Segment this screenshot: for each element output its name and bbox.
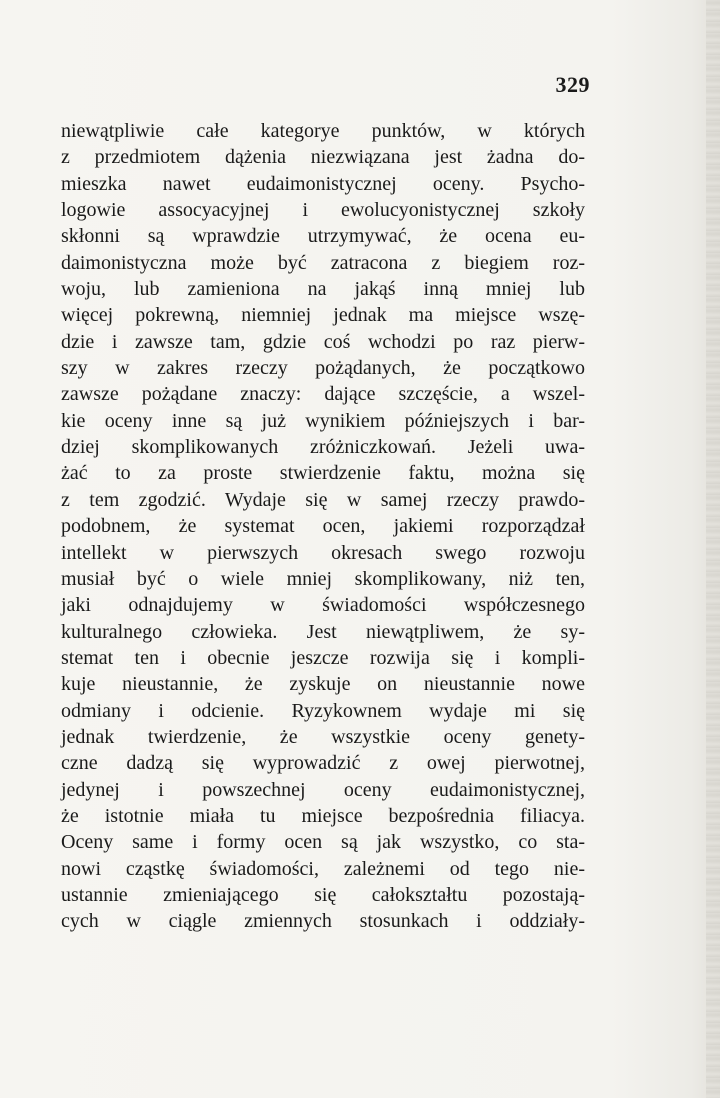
text-line: woju, lub zamieniona na jakąś inną mniej lub (61, 278, 585, 301)
text-line: stemat ten i obecnie jeszcze rozwija się i kompli- (61, 646, 585, 669)
text-line: że istotnie miała tu miejsce bezpośrednia filiacya. (61, 804, 585, 827)
text-line: z przedmiotem dążenia niezwiązana jest żadna do- (61, 146, 585, 169)
text-line: podobnem, że systemat ocen, jakiemi rozporządzał (61, 515, 585, 538)
text-line: z tem zgodzić. Wydaje się w samej rzeczy prawdo- (61, 488, 585, 511)
text-line: intellekt w pierwszych okresach swego rozwoju (61, 541, 585, 564)
text-line: kulturalnego człowieka. Jest niewątpliwem, że sy- (61, 620, 585, 643)
text-line: niewątpliwie całe kategorye punktów, w których (61, 120, 585, 142)
text-line: zawsze pożądane znaczy: dające szczęście, a wszel- (61, 383, 585, 406)
text-line: kie oceny inne są już wynikiem późniejszych i bar- (61, 409, 585, 432)
text-line: żać to za proste stwierdzenie faktu, można się (61, 462, 585, 485)
text-line: logowie assocyacyjnej i ewolucyonistycznej szkoły (61, 199, 585, 222)
text-line: więcej pokrewną, niemniej jednak ma miejsce wszę- (61, 304, 585, 327)
text-line: nowi cząstkę świadomości, zależnemi od tego nie- (61, 857, 585, 880)
text-line: mieszka nawet eudaimonistycznej oceny. Psycho- (61, 172, 585, 195)
text-line: jedynej i powszechnej oceny eudaimonistycznej, (61, 778, 585, 801)
text-line: Oceny same i formy ocen są jak wszystko, co sta- (61, 831, 585, 854)
page-edge-shadow (706, 0, 720, 1098)
text-line: dzie i zawsze tam, gdzie coś wchodzi po raz pierw- (61, 330, 585, 353)
text-line: jaki odnajdujemy w świadomości współczesnego (61, 594, 585, 617)
text-line: musiał być o wiele mniej skomplikowany, niż ten, (61, 567, 585, 590)
text-line: szy w zakres rzeczy pożądanych, że początkowo (61, 357, 585, 380)
text-line: daimonistyczna może być zatracona z biegiem roz- (61, 251, 585, 274)
body-text (61, 118, 585, 935)
text-line: odmiany i odcienie. Ryzykownem wydaje mi się (61, 699, 585, 722)
text-line: skłonni są wprawdzie utrzymywać, że ocena eu- (61, 225, 585, 248)
text-line: cych w ciągle zmiennych stosunkach i oddziały- (61, 910, 585, 933)
text-line: ustannie zmieniającego się całokształtu pozostają- (61, 883, 585, 906)
text-line: czne dadzą się wyprowadzić z owej pierwotnej, (61, 752, 585, 775)
page-number: 329 (555, 72, 590, 97)
text-line: dziej skomplikowanych zróżniczkowań. Jeżeli uwa- (61, 436, 585, 459)
text-line: jednak twierdzenie, że wszystkie oceny genety- (61, 725, 585, 748)
text-line: kuje nieustannie, że zyskuje on nieustannie nowe (61, 673, 585, 696)
